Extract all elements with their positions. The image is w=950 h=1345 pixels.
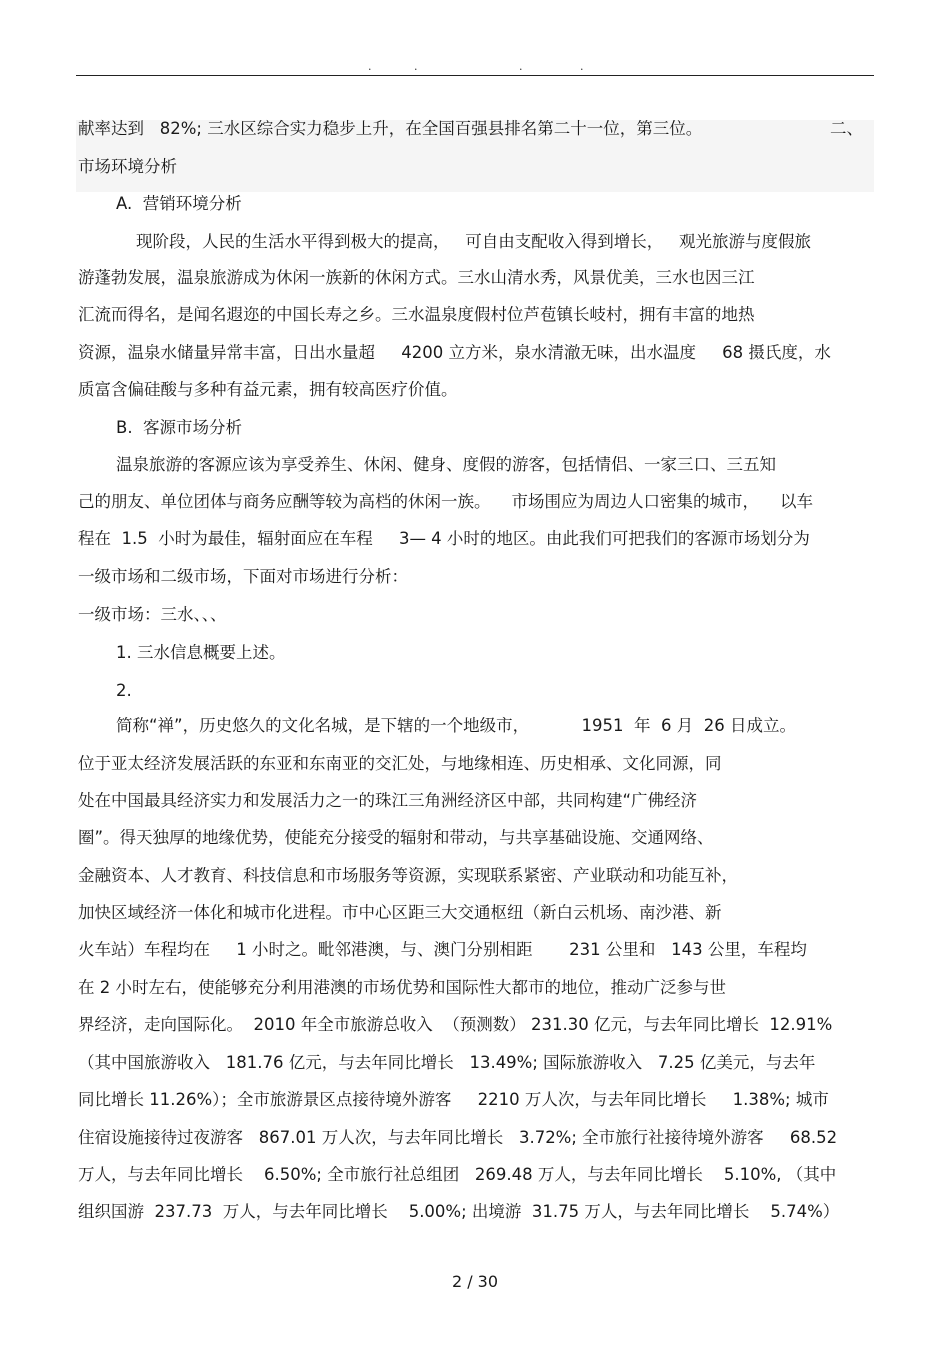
page-number: 2 / 30 <box>451 1272 499 1291</box>
header-dots <box>0 60 950 74</box>
section-number: 二、 <box>830 119 863 138</box>
list-item: 1. 三水信息概要上述。 <box>116 643 286 662</box>
subsection-heading: B. 客源市场分析 <box>116 418 243 437</box>
text-line: 游蓬勃发展，温泉旅游成为休闲一族新的休闲方式。三水山清水秀，风景优美，三水也因三江 <box>78 268 755 287</box>
text-line: 万人，与去年同比增长 6.50%; 全市旅行社总组团 269.48 万人，与去年同比增长 5.10%, （其中 <box>78 1165 837 1184</box>
text-line: 火车站）车程均在 1 小时之。毗邻港澳，与、澳门分别相距 231 公里和 143 公里，车程均 <box>78 940 807 959</box>
header-dot: . <box>580 60 584 73</box>
text-line: 位于亚太经济发展活跃的东亚和东南亚的交汇处，与地缘相连、历史相承、文化同源，同 <box>78 754 722 773</box>
text-line: 汇流而得名，是闻名遐迩的中国长寿之乡。三水温泉度假村位芦苞镇长岐村，拥有丰富的地热 <box>78 305 755 324</box>
text-line: 处在中国最具经济实力和发展活力之一的珠江三角洲经济区中部，共同构建“广佛经济 <box>78 791 698 810</box>
text-line: 界经济，走向国际化。 2010 年全市旅游总收入 （预测数） 231.30 亿元，与去年同比增长 12.91% <box>78 1015 833 1034</box>
text-line: 简称“禅”，历史悠久的文化名城，是下辖的一个地级市， 1951 年 6 月 26 日成立。 <box>116 716 796 735</box>
list-item: 2. <box>116 681 132 700</box>
header-dot: . <box>519 60 523 73</box>
text-line: 温泉旅游的客源应该为享受养生、休闲、健身、度假的游客，包括情侣、一家三口、三五知 <box>116 455 776 474</box>
subsection-heading: A. 营销环境分析 <box>116 194 242 213</box>
text-line: 在 2 小时左右，使能够充分利用港澳的市场优势和国际性大都市的地位，推动广泛参与世 <box>78 978 726 997</box>
text-line: 加快区域经济一体化和城市化进程。市中心区距三大交通枢纽（新白云机场、南沙港、新 <box>78 903 722 922</box>
text-line: 资源，温泉水储量异常丰富，日出水量超 4200 立方米，泉水清澈无味，出水温度 68 摄氏度，水 <box>78 343 831 362</box>
text-line: 现阶段，人民的生活水平得到极大的提高， 可自由支配收入得到增长， 观光旅游与度假旅 <box>136 232 811 251</box>
header-rule <box>76 75 874 76</box>
text-line: 己的朋友、单位团体与商务应酬等较为高档的休闲一族。 市场围应为周边人口密集的城市， 以车 <box>78 492 813 511</box>
text-line: 圈”。得天独厚的地缘优势，使能充分接受的辐射和带动，与共享基础设施、交通网络、 <box>78 828 714 847</box>
text-line: （其中国旅游收入 181.76 亿元，与去年同比增长 13.49%; 国际旅游收入 7.25 亿美元，与去年 <box>78 1053 816 1072</box>
text-line: 组织国游 237.73 万人，与去年同比增长 5.00%; 出境游 31.75 万人，与去年同比增长 5.74%） <box>78 1202 840 1221</box>
header-dot: . <box>368 60 372 73</box>
text-line: 一级市场：三水、、、 <box>78 605 227 624</box>
section-heading: 市场环境分析 <box>78 157 177 176</box>
text-line: 一级市场和二级市场，下面对市场进行分析： <box>78 567 408 586</box>
header-dot: . <box>414 60 418 73</box>
text-line: 献率达到 82%; 三水区综合实力稳步上升，在全国百强县排名第二十一位，第三位。 <box>78 119 703 138</box>
text-line: 同比增长 11.26%）；全市旅游景区点接待境外游客 2210 万人次，与去年同比增长 1.38%; 城市 <box>78 1090 829 1109</box>
text-line: 住宿设施接待过夜游客 867.01 万人次，与去年同比增长 3.72%; 全市旅行社接待境外游客 68.52 <box>78 1128 838 1147</box>
text-line: 程在 1.5 小时为最佳，辐射面应在车程 3— 4 小时的地区。由此我们可把我们的客源市场划分为 <box>78 529 810 548</box>
text-line: 质富含偏硅酸与多种有益元素，拥有较高医疗价值。 <box>78 380 458 399</box>
text-line: 金融资本、人才教育、科技信息和市场服务等资源，实现联系紧密、产业联动和功能互补， <box>78 866 738 885</box>
